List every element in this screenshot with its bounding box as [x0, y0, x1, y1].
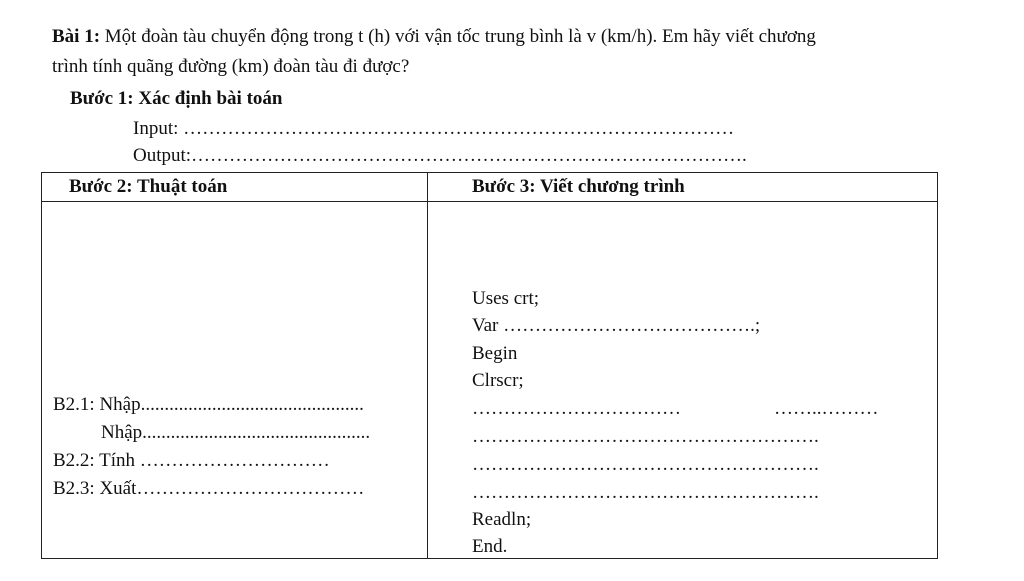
solution-table: [41, 172, 938, 559]
problem-statement-line-2: trình tính quãng đường (km) đoàn tàu đi được?: [52, 56, 410, 77]
code-line: ……………………………………………….: [472, 426, 819, 447]
code-line: Begin: [472, 343, 518, 364]
code-line: ……..………: [774, 398, 879, 419]
column-divider: [427, 173, 428, 558]
header-divider: [42, 201, 937, 202]
code-line: Uses crt;: [472, 288, 540, 309]
code-line: ……………………………………………….: [472, 454, 819, 475]
code-line: ……………………………………………….: [472, 482, 819, 503]
algorithm-line: B2.2: Tính …………………………: [53, 450, 330, 471]
step3-title: Bước 3: Viết chương trình: [472, 176, 685, 197]
step1-title: Bước 1: Xác định bài toán: [70, 88, 283, 109]
algorithm-line: Nhập................................................: [101, 422, 371, 443]
code-line: End.: [472, 536, 508, 557]
code-line: Clrscr;: [472, 370, 524, 391]
problem-statement-line-1: [52, 27, 816, 46]
algorithm-line: B2.3: Xuất………………………………: [53, 478, 365, 499]
code-line: ……………………………: [472, 398, 681, 419]
code-line: Var ………………………………….;: [472, 315, 761, 336]
output-line: Output:…………………………………………………………………………….: [133, 145, 747, 166]
code-line: Readln;: [472, 509, 532, 530]
problem-text: Một đoàn tàu chuyển động trong t (h) với vận tốc trung bình là v (km/h). Em hãy viết chương: [100, 26, 816, 47]
input-line: Input: ……………………………………………………………………………: [133, 118, 735, 139]
problem-label: Bài 1:: [52, 26, 101, 47]
algorithm-line: B2.1: Nhập...............................................: [53, 394, 364, 415]
step2-title: Bước 2: Thuật toán: [69, 176, 228, 197]
